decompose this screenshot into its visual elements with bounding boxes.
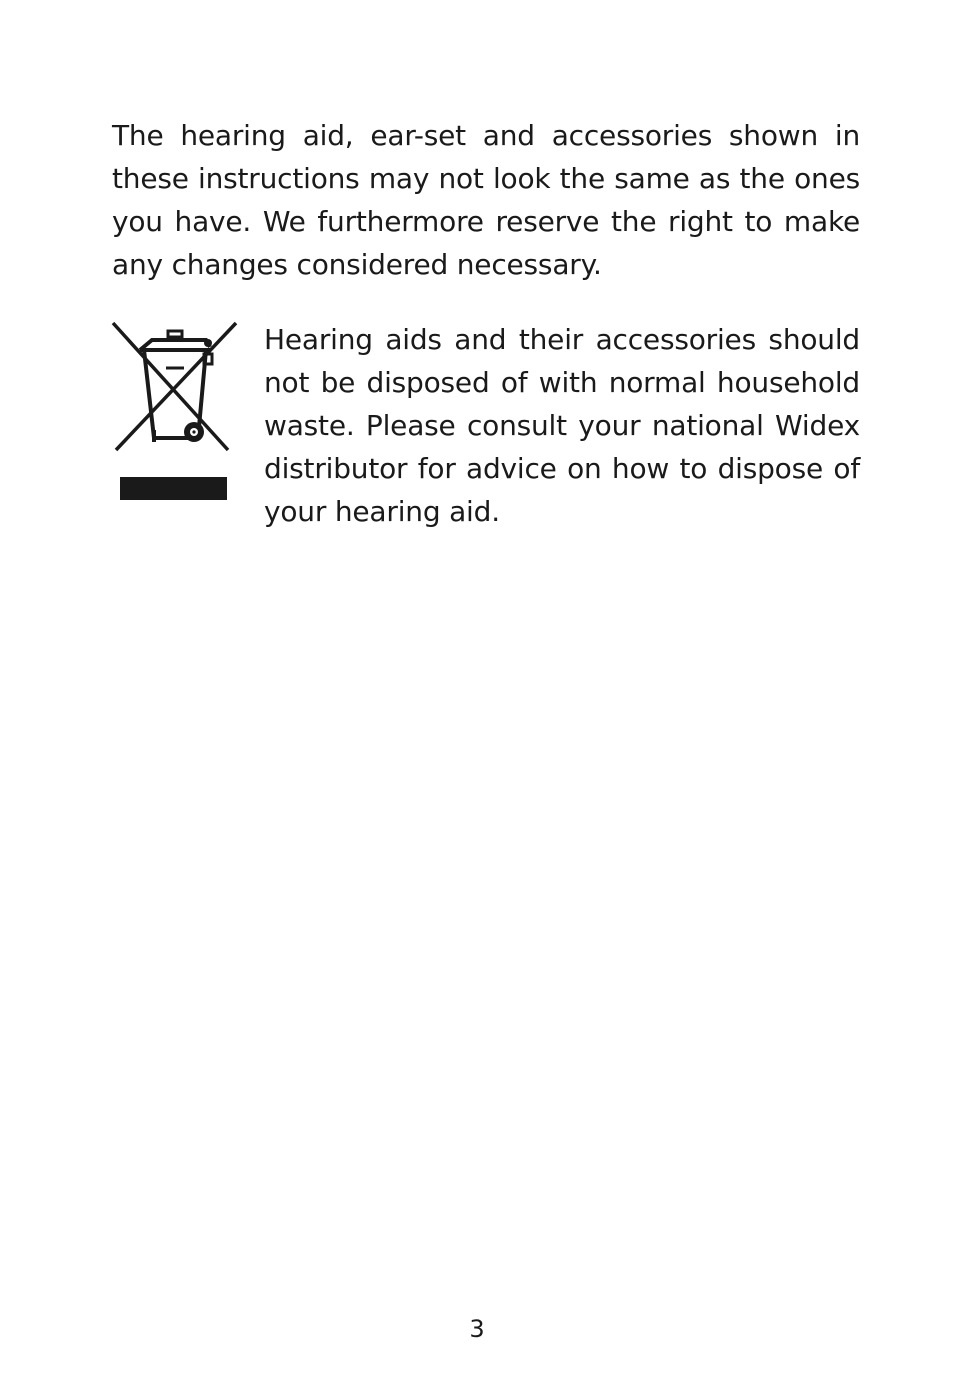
bin-lid-hinge (204, 339, 212, 347)
bin-lid-handle (168, 331, 182, 337)
crossed-out-wheelie-bin-icon (110, 320, 240, 504)
cross-line-2 (116, 323, 236, 450)
intro-paragraph: The hearing aid, ear-set and accessories shown in these instructions may not look the same as the ones you have. We furthermore reserve the right to make any changes considered necessary. (112, 119, 860, 281)
weee-solid-bar (120, 477, 227, 500)
disposal-paragraph: Hearing aids and their accessories should not be disposed of with normal household waste. Please consult your national Widex distributor for advice on how to dispose of your hearing aid. (264, 323, 860, 528)
page-number: 3 (469, 1315, 485, 1343)
